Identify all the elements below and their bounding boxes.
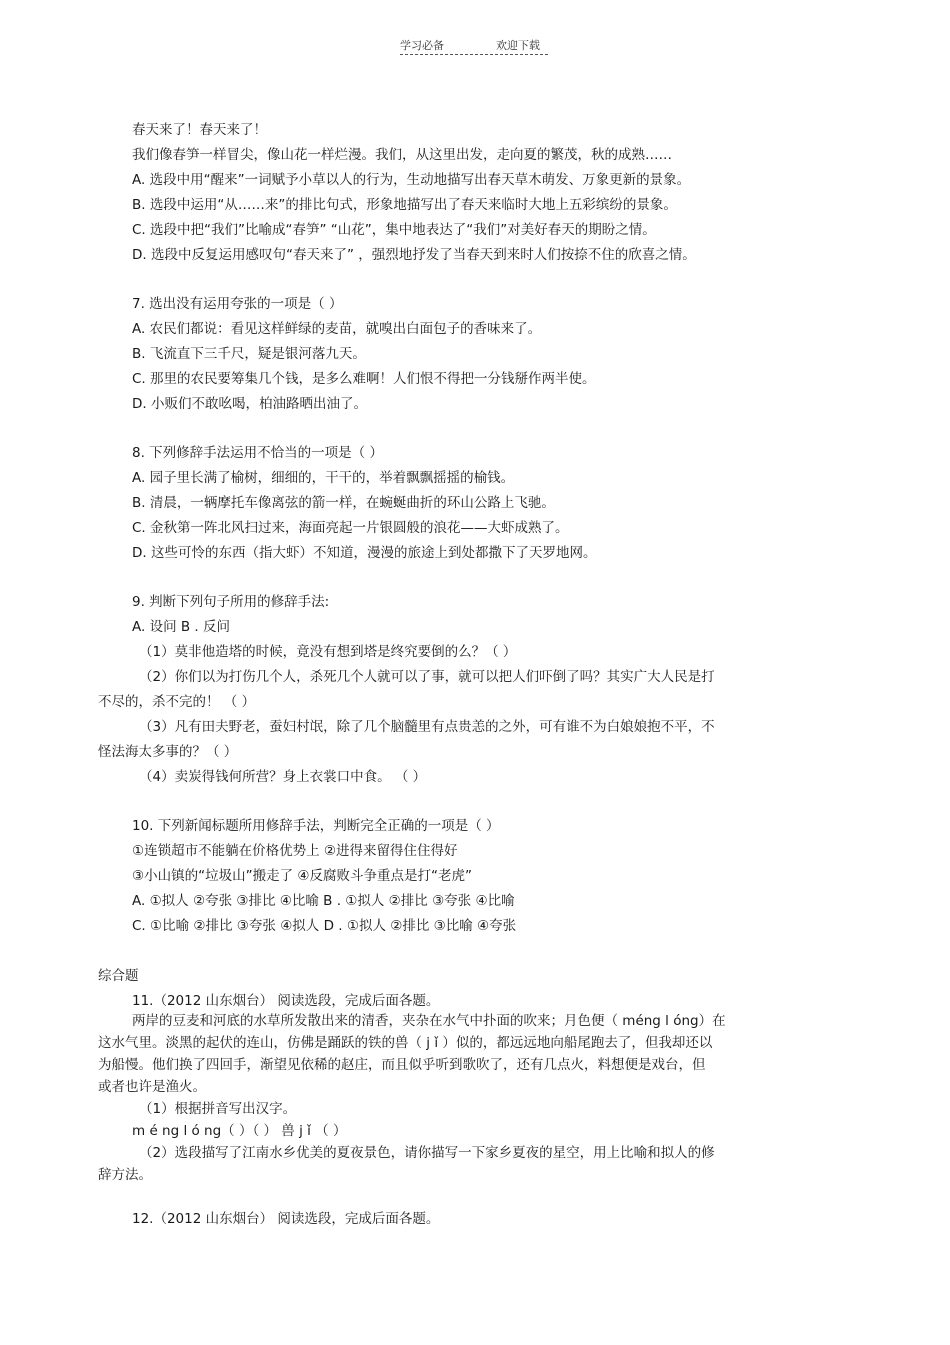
passage-line: 两岸的豆麦和河底的水草所发散出来的清香，夹杂在水气中扑面的吹来；月色便（ méng l óng）在 (132, 1013, 726, 1029)
question-7: 7. 选出没有运用夸张的一项是（ ） (132, 296, 343, 312)
question-9-item-4: （4）卖炭得钱何所营？身上衣裳口中食。 （ ） (139, 769, 427, 785)
section-heading: 综合题 (98, 968, 139, 984)
question-11: 11.（2012 山东烟台） 阅读选段，完成后面各题。 (132, 993, 440, 1009)
question-9-item-3: （3）凡有田夫野老，蚕妇村氓，除了几个脑髓里有点贵恙的之外，可有谁不为白娘娘抱不平，不 (139, 719, 715, 735)
option-b: B. 选段中运用“从……来”的排比句式，形象地描写出了春天来临时大地上五彩缤纷的景象。 (132, 197, 677, 213)
option-c: C. 选段中把“我们”比喻成“春笋” “山花”，集中地表达了“我们”对美好春天的期盼之情。 (132, 222, 656, 238)
option-c: C. 那里的农民要筹集几个钱，是多么难啊！人们恨不得把一分钱掰作两半使。 (132, 371, 596, 387)
option-a: A. 选段中用“醒来”一词赋予小草以人的行为，生动地描写出春天草木萌发、万象更新的景象。 (132, 172, 691, 188)
pinyin-answer-line: m é ng l ó ng（ ）（ ） 兽 j ǐ （ ） (132, 1123, 347, 1139)
question-11-item-1: （1）根据拼音写出汉字。 (139, 1101, 297, 1117)
header-rule (400, 54, 548, 55)
question-9-item-1: （1）莫非他造塔的时候，竟没有想到塔是终究要倒的么？（ ） (139, 644, 517, 660)
option-d: D. 小贩们不敢吆喝，柏油路晒出油了。 (132, 396, 367, 412)
question-9: 9. 判断下列句子所用的修辞手法: (132, 594, 330, 610)
option-d: D. 这些可怜的东西（指大虾）不知道，漫漫的旅途上到处都撒下了天罗地网。 (132, 545, 597, 561)
question-12: 12.（2012 山东烟台） 阅读选段，完成后面各题。 (132, 1211, 440, 1227)
headline-pair-2: ③小山镇的“垃圾山”搬走了 ④反腐败斗争重点是打“老虎” (132, 868, 472, 884)
question-9-item-2-cont: 不尽的，杀不完的！ （ ） (98, 694, 256, 710)
question-10: 10. 下列新闻标题所用修辞手法，判断完全正确的一项是（ ） (132, 818, 500, 834)
question-8: 8. 下列修辞手法运用不恰当的一项是（ ） (132, 445, 383, 461)
passage-line: 为船慢。他们换了四回手，渐望见依稀的赵庄，而且似乎听到歌吹了，还有几点火，料想便是戏台，但 (98, 1057, 706, 1073)
question-11-item-2: （2）选段描写了江南水乡优美的夏夜景色，请你描写一下家乡夏夜的星空，用上比喻和拟人的修 (139, 1145, 715, 1161)
header-left-text: 学习必备 (400, 39, 444, 52)
question-9-item-2: （2）你们以为打伤几个人，杀死几个人就可以了事，就可以把人们吓倒了吗？其实广大人民是打 (139, 669, 715, 685)
question-9-item-3-cont: 怪法海太多事的？（ ） (98, 744, 238, 760)
passage-line: 这水气里。淡黑的起伏的连山，仿佛是踊跃的铁的兽（ j ǐ ）似的，都远远地向船尾跑去了，但我却还以 (98, 1035, 713, 1051)
header-right-text: 欢迎下载 (496, 39, 540, 52)
question-11-item-2-cont: 辞方法。 (98, 1167, 152, 1183)
option-a: A. 农民们都说：看见这样鲜绿的麦苗，就嗅出白面包子的香味来了。 (132, 321, 542, 337)
passage-line: 我们像春笋一样冒尖，像山花一样烂漫。我们，从这里出发，走向夏的繁茂，秋的成熟…… (132, 147, 672, 163)
option-c: C. 金秋第一阵北风扫过来，海面亮起一片银圆般的浪花——大虾成熟了。 (132, 520, 569, 536)
question-9-choices: A. 设问 B . 反问 (132, 619, 231, 635)
headline-pair-1: ①连锁超市不能躺在价格优势上 ②进得来留得住住得好 (132, 843, 458, 859)
option-b: B. 清晨，一辆摩托车像离弦的箭一样，在蜿蜒曲折的环山公路上飞驰。 (132, 495, 555, 511)
passage-line: 或者也许是渔火。 (98, 1079, 206, 1095)
options-c-d: C. ①比喻 ②排比 ③夸张 ④拟人 D . ①拟人 ②排比 ③比喻 ④夸张 (132, 918, 517, 934)
option-d: D. 选段中反复运用感叹句“春天来了” ，强烈地抒发了当春天到来时人们按捺不住的欣喜之情。 (132, 247, 696, 263)
option-a: A. 园子里长满了榆树，细细的，干干的，举着飘飘摇摇的榆钱。 (132, 470, 515, 486)
options-a-b: A. ①拟人 ②夸张 ③排比 ④比喻 B . ①拟人 ②排比 ③夸张 ④比喻 (132, 893, 515, 909)
option-b: B. 飞流直下三千尺，疑是银河落九天。 (132, 346, 366, 362)
passage-line: 春天来了！春天来了！ (132, 122, 267, 138)
